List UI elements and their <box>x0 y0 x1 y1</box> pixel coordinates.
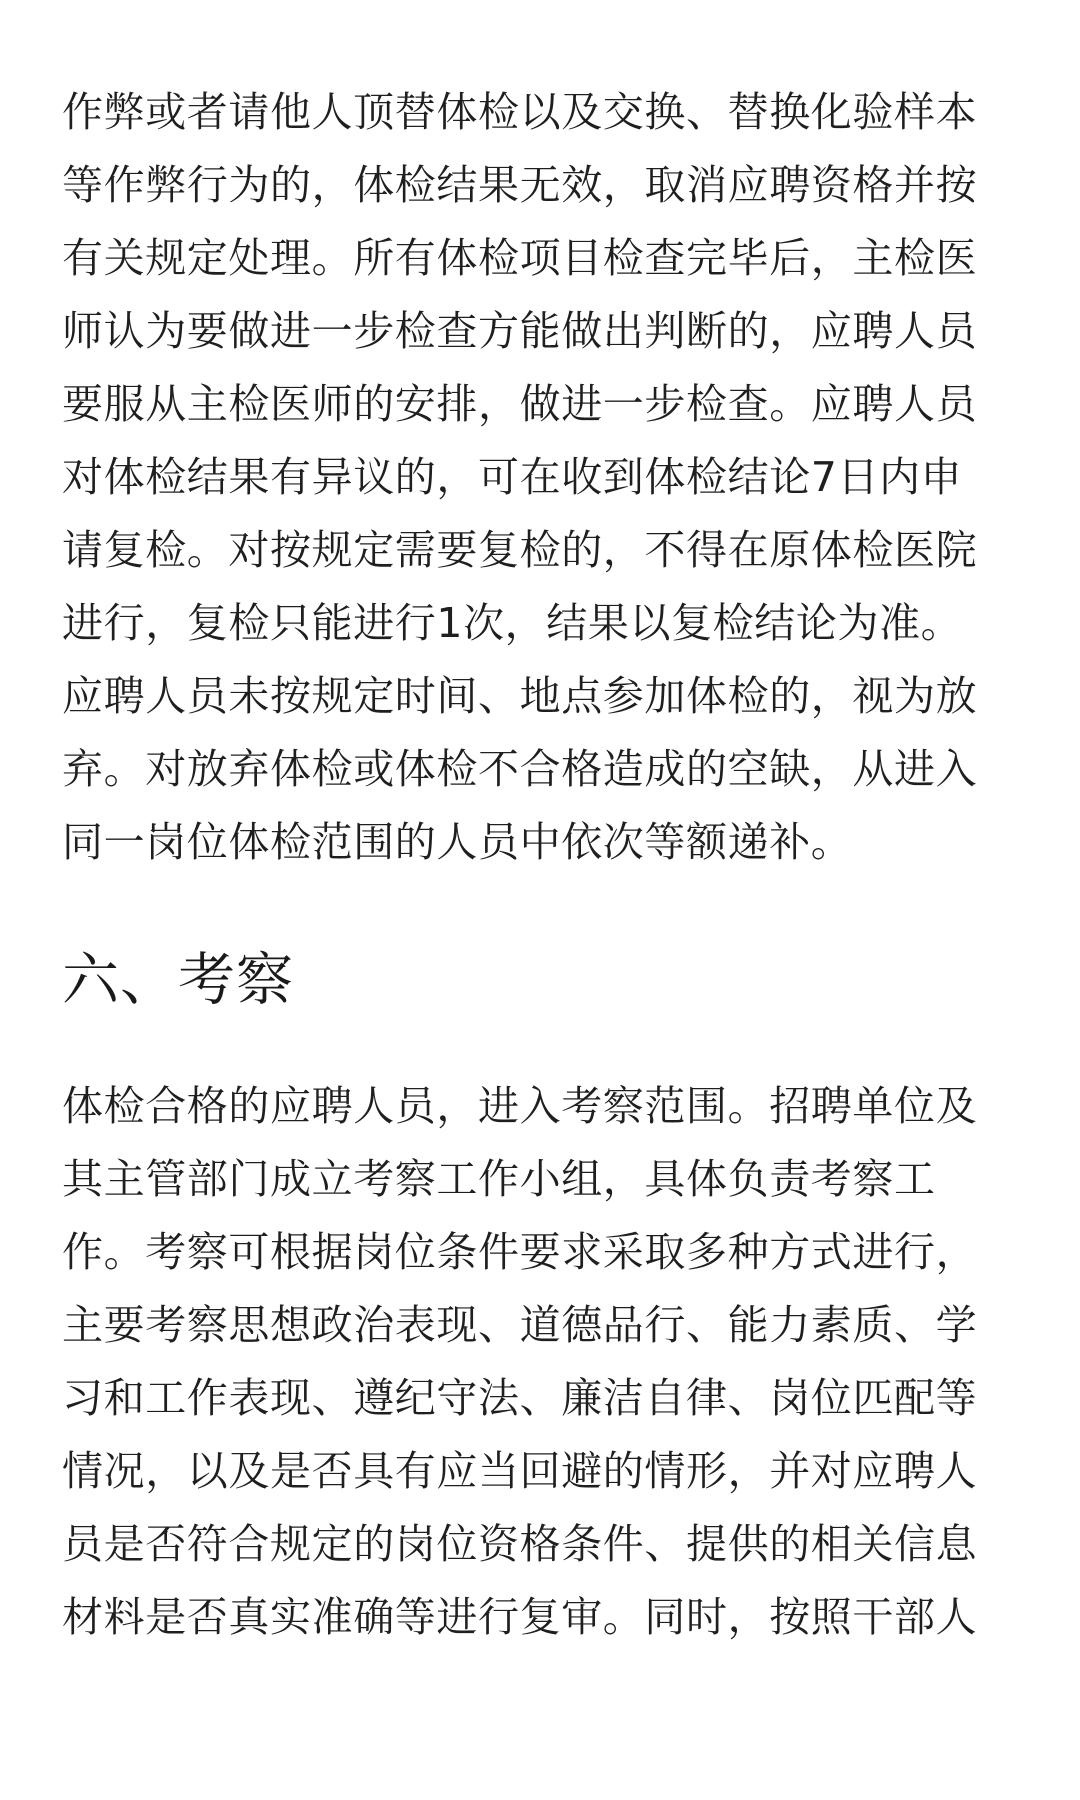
text-line: 材料是否真实准确等进行复审。同时，按照干部人 <box>62 1593 978 1641</box>
text-line: 请复检。对按规定需要复检的，不得在原体检医院 <box>62 526 978 574</box>
text-line: 员是否符合规定的岗位资格条件、提供的相关信息 <box>62 1520 978 1568</box>
text-line: 同一岗位体检范围的人员中依次等额递补。 <box>62 818 853 866</box>
text-line: 作弊或者请他人顶替体检以及交换、替换化验样本 <box>62 88 978 136</box>
text-line: 要服从主检医师的安排，做进一步检查。应聘人员 <box>62 380 978 428</box>
section-heading-inspection: 六、考察 <box>62 947 294 1013</box>
text-line: 等作弊行为的，体检结果无效，取消应聘资格并按 <box>62 161 978 209</box>
text-line: 进行，复检只能进行1次，结果以复检结论为准。 <box>62 599 963 647</box>
text-line: 对体检结果有异议的，可在收到体检结论7日内申 <box>62 453 963 501</box>
text-line: 习和工作表现、遵纪守法、廉洁自律、岗位匹配等 <box>62 1374 978 1422</box>
text-line: 应聘人员未按规定时间、地点参加体检的，视为放 <box>62 672 978 720</box>
text-line: 师认为要做进一步检查方能做出判断的，应聘人员 <box>62 307 978 355</box>
text-line: 弃。对放弃体检或体检不合格造成的空缺，从进入 <box>62 745 978 793</box>
article-body <box>62 76 1022 1654</box>
text-line: 主要考察思想政治表现、道德品行、能力素质、学 <box>62 1301 978 1349</box>
text-line: 作。考察可根据岗位条件要求采取多种方式进行， <box>62 1228 978 1276</box>
text-line: 其主管部门成立考察工作小组，具体负责考察工 <box>62 1155 936 1203</box>
text-line: 情况，以及是否具有应当回避的情形，并对应聘人 <box>62 1447 978 1495</box>
text-line: 体检合格的应聘人员，进入考察范围。招聘单位及 <box>62 1082 978 1130</box>
paragraph-physical-exam <box>62 76 1022 879</box>
text-line: 有关规定处理。所有体检项目检查完毕后，主检医 <box>62 234 978 282</box>
paragraph-inspection <box>62 1070 1022 1654</box>
